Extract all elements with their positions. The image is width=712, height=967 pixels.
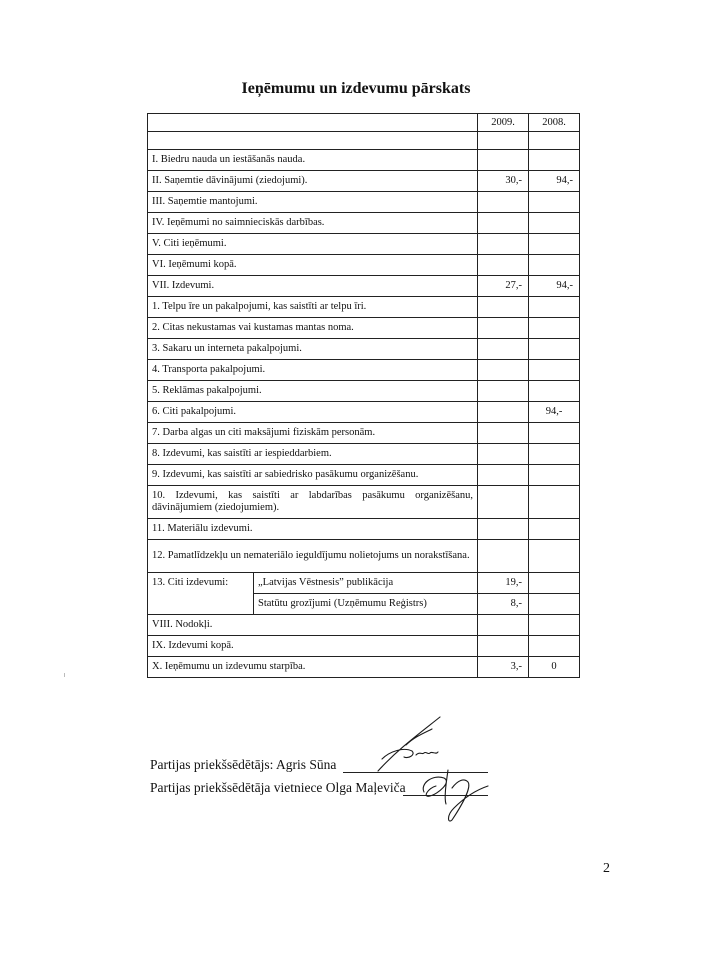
header-row <box>148 114 580 132</box>
table-row <box>148 192 580 213</box>
header-2008: 2008. <box>529 114 580 132</box>
row-label: 7. Darba algas un citi maksājumi fiziskām personām. <box>148 423 478 444</box>
row-label: 10. Izdevumi, kas saistīti ar labdarības pasākumu organizēšanu, dāvinājumiem (ziedojumiem). <box>148 486 478 519</box>
report-table <box>147 113 580 678</box>
deputy-signature <box>418 764 498 824</box>
row-label: 2. Citas nekustamas vai kustamas mantas noma. <box>148 318 478 339</box>
row-label: VI. Ieņēmumi kopā. <box>148 255 478 276</box>
value-2008 <box>529 573 580 594</box>
value-2009: 3,- <box>478 657 529 678</box>
value-2008 <box>529 360 580 381</box>
table-row <box>148 234 580 255</box>
row-label: 8. Izdevumi, kas saistīti ar iespieddarbiem. <box>148 444 478 465</box>
other-expenses-label: 13. Citi izdevumi: <box>148 573 254 615</box>
page-number: 2 <box>603 861 610 876</box>
row-label: 11. Materiālu izdevumi. <box>148 519 478 540</box>
row-label: 12. Pamatlīdzekļu un nemateriālo ieguldījumu nolietojums un norakstīšana. <box>148 540 478 573</box>
blank-row <box>148 132 580 150</box>
table-row <box>148 402 580 423</box>
row-label: 5. Reklāmas pakalpojumi. <box>148 381 478 402</box>
row-label: IX. Izdevumi kopā. <box>148 636 478 657</box>
value-2009: 19,- <box>478 573 529 594</box>
row-label: IV. Ieņēmumi no saimnieciskās darbības. <box>148 213 478 234</box>
value-2009 <box>478 540 529 573</box>
value-2009 <box>478 297 529 318</box>
table-row <box>148 255 580 276</box>
table-row <box>148 519 580 540</box>
value-2008 <box>529 192 580 213</box>
value-2009 <box>478 339 529 360</box>
value-2009: 8,- <box>478 594 529 615</box>
value-2008 <box>529 213 580 234</box>
value-2008 <box>529 636 580 657</box>
value-2009 <box>478 402 529 423</box>
value-2008 <box>529 594 580 615</box>
table-row <box>148 360 580 381</box>
page-title: Ieņēmumu un izdevumu pārskats <box>241 80 471 97</box>
value-2008 <box>529 339 580 360</box>
table-row <box>148 465 580 486</box>
scan-speck <box>64 673 65 677</box>
other-expenses-row <box>148 573 580 594</box>
row-label: I. Biedru nauda un iestāšanās nauda. <box>148 150 478 171</box>
table-row <box>148 540 580 573</box>
value-2008 <box>529 381 580 402</box>
table-row <box>148 486 580 519</box>
value-2008: 94,- <box>529 171 580 192</box>
other-expense-desc: Statūtu grozījumi (Uzņēmumu Reģistrs) <box>254 594 478 615</box>
value-2008 <box>529 444 580 465</box>
value-2009 <box>478 255 529 276</box>
row-label: III. Saņemtie mantojumi. <box>148 192 478 213</box>
value-2008 <box>529 486 580 519</box>
row-label: II. Saņemtie dāvinājumi (ziedojumi). <box>148 171 478 192</box>
value-2009 <box>478 192 529 213</box>
row-label: X. Ieņēmumu un izdevumu starpība. <box>148 657 478 678</box>
table-row <box>148 171 580 192</box>
table-row <box>148 297 580 318</box>
table-row <box>148 339 580 360</box>
header-2009: 2009. <box>478 114 529 132</box>
other-expense-desc: „Latvijas Vēstnesis” publikācija <box>254 573 478 594</box>
value-2009 <box>478 465 529 486</box>
row-label: 6. Citi pakalpojumi. <box>148 402 478 423</box>
table-row <box>148 150 580 171</box>
value-2009 <box>478 423 529 444</box>
value-2008 <box>529 234 580 255</box>
row-label: 9. Izdevumi, kas saistīti ar sabiedrisko pasākumu organizēšanu. <box>148 465 478 486</box>
value-2008 <box>529 519 580 540</box>
value-2009 <box>478 636 529 657</box>
row-label: 4. Transporta pakalpojumi. <box>148 360 478 381</box>
value-2009: 27,- <box>478 276 529 297</box>
value-2009 <box>478 486 529 519</box>
row-label: VII. Izdevumi. <box>148 276 478 297</box>
value-2008 <box>529 318 580 339</box>
value-2009 <box>478 519 529 540</box>
value-2009 <box>478 360 529 381</box>
value-2009 <box>478 213 529 234</box>
value-2008 <box>529 423 580 444</box>
table-row <box>148 318 580 339</box>
table-row <box>148 381 580 402</box>
table-row <box>148 444 580 465</box>
header-label-cell <box>148 114 478 132</box>
value-2008: 0 <box>529 657 580 678</box>
deputy-signature-line: Partijas priekšsēdētāja vietniece Olga Maļeviča <box>150 780 406 795</box>
value-2009 <box>478 615 529 636</box>
value-2008 <box>529 540 580 573</box>
value-2008: 94,- <box>529 402 580 423</box>
table-row <box>148 636 580 657</box>
value-2008 <box>529 150 580 171</box>
value-2009 <box>478 150 529 171</box>
value-2009: 30,- <box>478 171 529 192</box>
table-row <box>148 615 580 636</box>
row-label: 1. Telpu īre un pakalpojumi, kas saistīti ar telpu īri. <box>148 297 478 318</box>
table-row <box>148 423 580 444</box>
chair-signature-line: Partijas priekšsēdētājs: Agris Sūna <box>150 757 337 772</box>
row-label: 3. Sakaru un interneta pakalpojumi. <box>148 339 478 360</box>
table-row <box>148 276 580 297</box>
value-2009 <box>478 234 529 255</box>
value-2008 <box>529 615 580 636</box>
value-2009 <box>478 318 529 339</box>
value-2009 <box>478 381 529 402</box>
value-2008 <box>529 297 580 318</box>
value-2008: 94,- <box>529 276 580 297</box>
table-row <box>148 657 580 678</box>
row-label: V. Citi ieņēmumi. <box>148 234 478 255</box>
row-label: VIII. Nodokļi. <box>148 615 478 636</box>
value-2008 <box>529 465 580 486</box>
value-2008 <box>529 255 580 276</box>
value-2009 <box>478 444 529 465</box>
table-row <box>148 213 580 234</box>
